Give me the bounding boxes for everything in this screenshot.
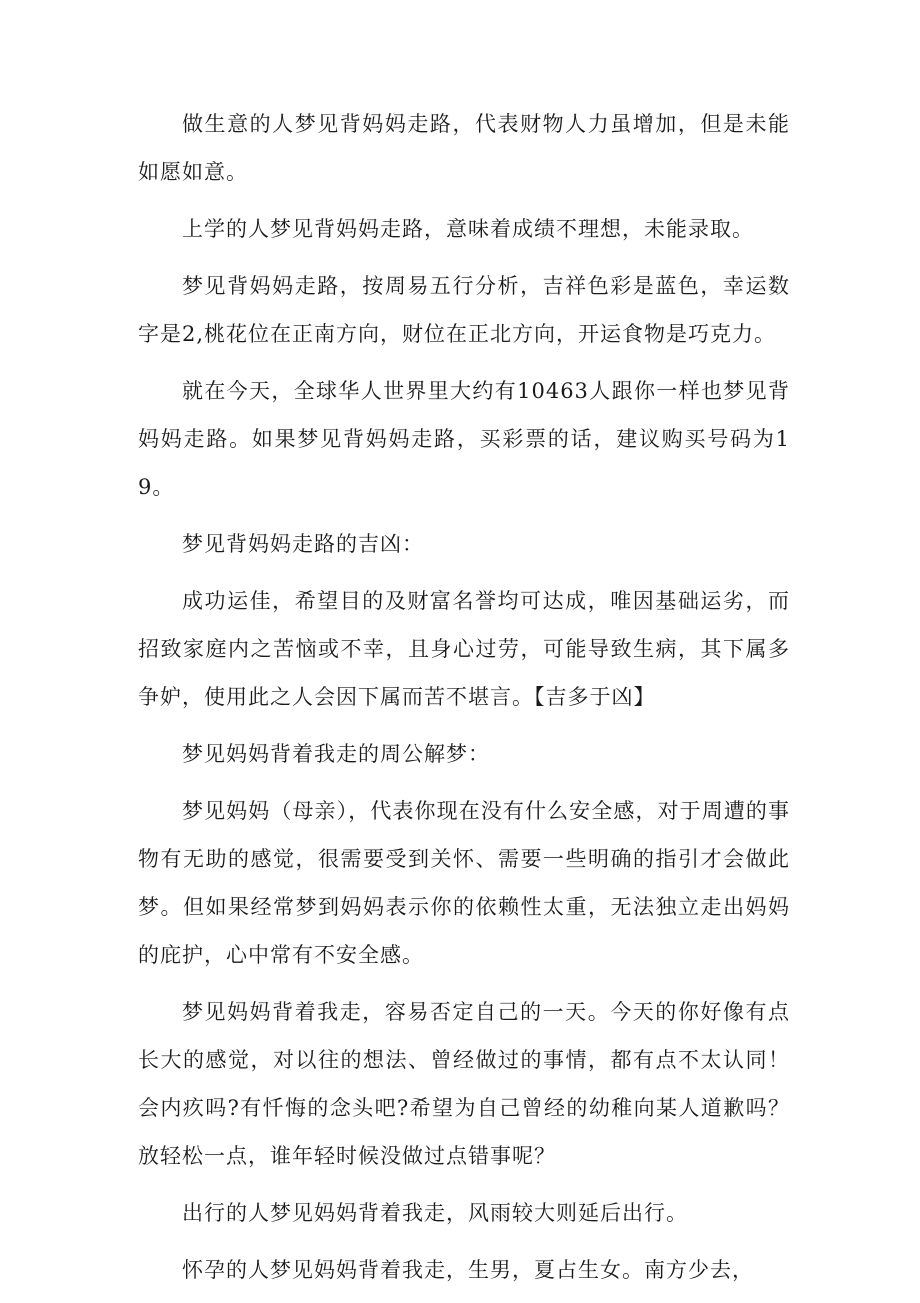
paragraph-today-lottery: 就在今天，全球华人世界里大约有10463人跟你一样也梦见背妈妈走路。如果梦见背妈妈走路，买彩票的话，建议购买号码为19。 xyxy=(138,379,790,499)
heading-fortune: 梦见背妈妈走路的吉凶： xyxy=(182,532,424,556)
paragraph-student: 上学的人梦见背妈妈走路，意味着成绩不理想，未能录取。 xyxy=(182,217,754,241)
paragraph-carried: 梦见妈妈背着我走，容易否定自己的一天。今天的你好像有点长大的感觉，对以往的想法、曾经做过的事情，都有点不太认同！会内疚吗?有忏悔的念头吧?希望为自己曾经的幼稚向某人道歉吗？放轻松一点，谁年轻时候没做过点错事呢？ xyxy=(138,1000,790,1168)
paragraph-mother: 梦见妈妈（母亲），代表你现在没有什么安全感，对于周遭的事物有无助的感觉，很需要受到关怀、需要一些明确的指引才会做此梦。但如果经常梦到妈妈表示你的依赖性太重，无法独立走出妈妈的庇护，心中常有不安全感。 xyxy=(138,799,790,967)
paragraph-five-elements: 梦见背妈妈走路，按周易五行分析，吉祥色彩是蓝色，幸运数字是2,桃花位在正南方向，财位在正北方向，开运食物是巧克力。 xyxy=(138,274,790,346)
paragraph-pregnant: 怀孕的人梦见妈妈背着我走，生男，夏占生女。南方少去， xyxy=(182,1258,754,1282)
paragraph-fortune: 成功运佳，希望目的及财富名誉均可达成，唯因基础运劣，而招致家庭内之苦恼或不幸，且身心过劳，可能导致生病，其下属多争妒，使用此之人会因下属而苦不堪言。【吉多于凶】 xyxy=(138,589,790,709)
paragraph-business: 做生意的人梦见背妈妈走路，代表财物人力虽增加，但是未能如愿如意。 xyxy=(138,112,790,184)
heading-zhougong: 梦见妈妈背着我走的周公解梦： xyxy=(182,742,490,766)
document-page xyxy=(138,100,790,1303)
paragraph-travel: 出行的人梦见妈妈背着我走，风雨较大则延后出行。 xyxy=(182,1201,688,1225)
